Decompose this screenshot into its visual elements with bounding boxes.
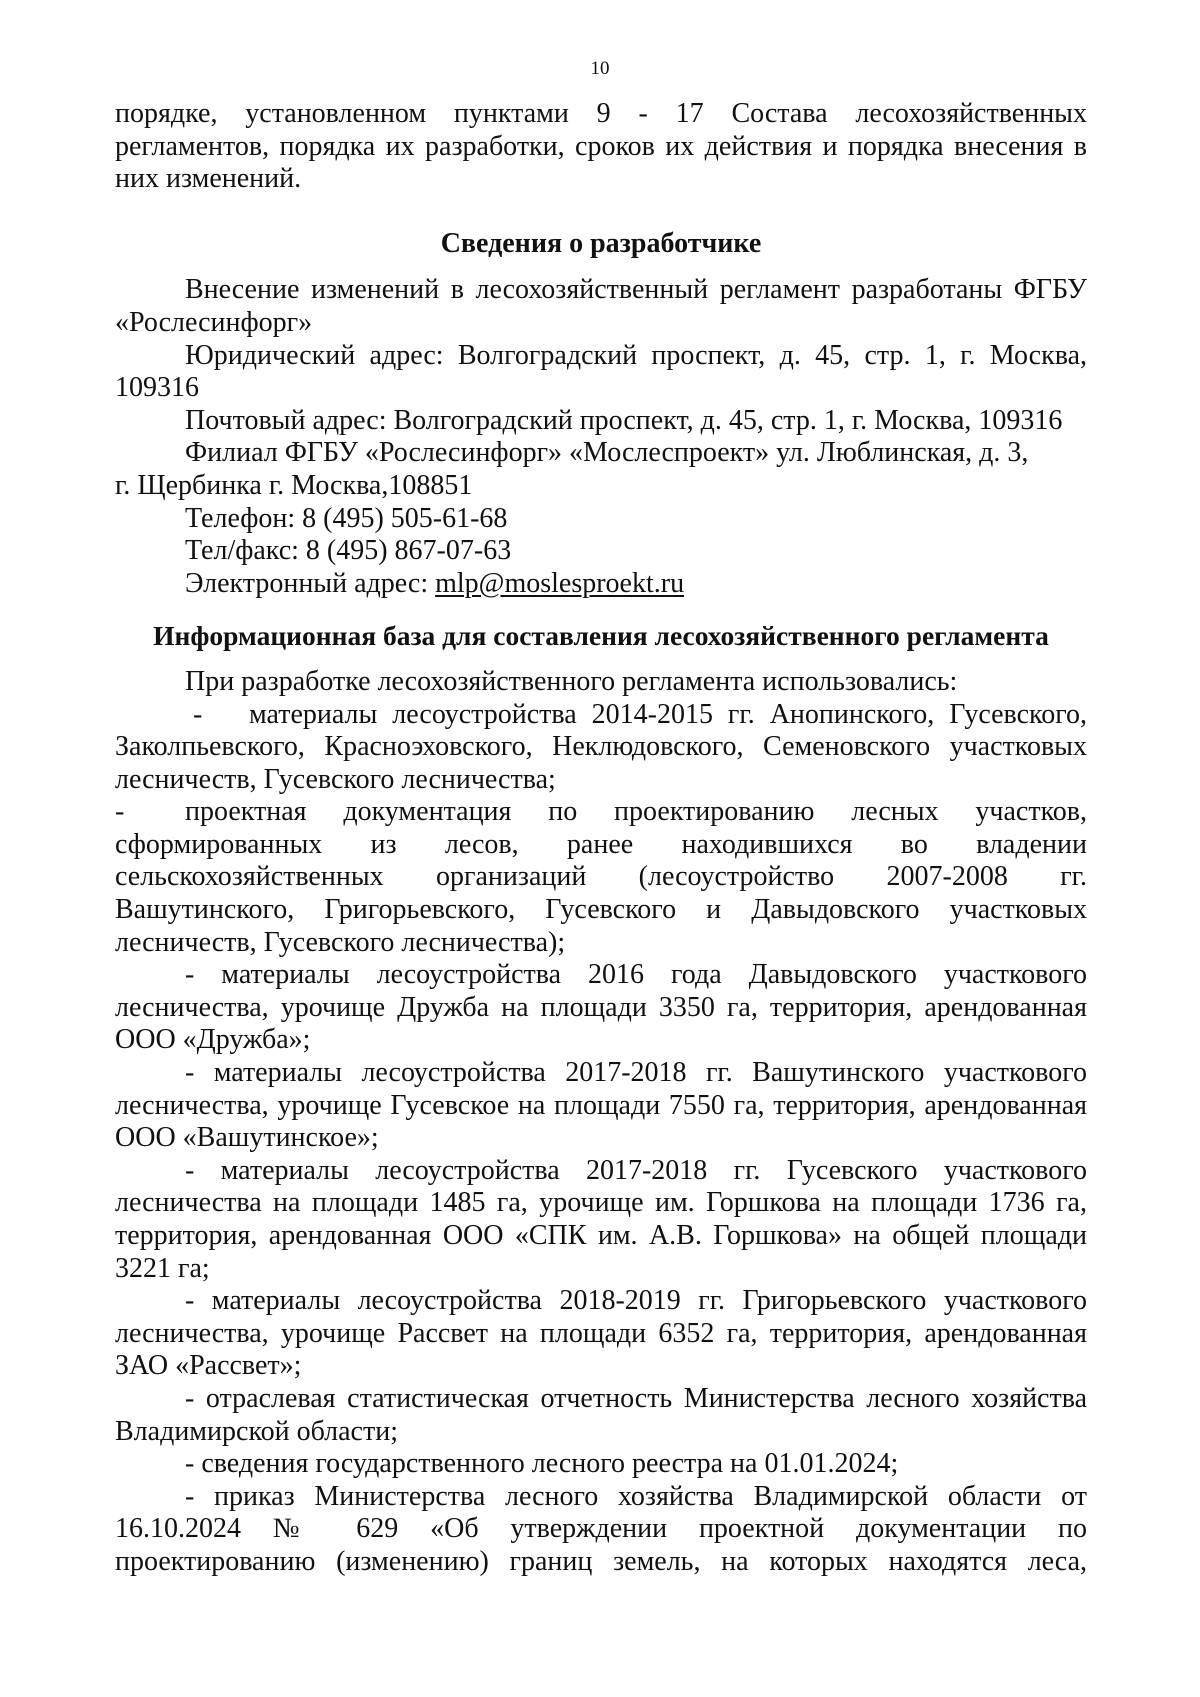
list-item: - сведения государственного лесного реестра на 01.01.2024; <box>185 1448 899 1480</box>
info-base-heading: Информационная база для составления лесохозяйственного регламента <box>153 620 1049 652</box>
intro-paragraph: порядке, установленном пунктами 9 - 17 Состава лесохозяйственных регламентов, порядка их разработки, сроков их действия и порядка внесения в них изменений. <box>115 98 1087 195</box>
list-item: - материалы лесоустройства 2017-2018 гг. Гусевского участкового лесничества на площади 1485 га, урочище им. Горшкова на площади 1736 га, территория, арендованная ООО «СПК им. А.В. Горшкова» на общей площади 3221 га; <box>115 1154 1087 1284</box>
phone-number: Телефон: 8 (495) 505-61-68 <box>185 502 508 534</box>
list-dash: - <box>115 796 125 828</box>
list-item: - материалы лесоустройства 2017-2018 гг. Вашутинского участкового лесничества, урочище Гусевское на площади 7550 га, территория, арендованная ООО «Вашутинское»; <box>115 1057 1087 1154</box>
branch-address-line-2: г. Щербинка г. Москва,108851 <box>115 469 473 501</box>
list-item: - приказ Министерства лесного хозяйства Владимирской области от 16.10.2024 № 629 «Об утверждении проектной документации по проектированию (изменению) границ земель, на которых находятся леса, <box>115 1480 1087 1577</box>
fax-number: Тел/факс: 8 (495) 867-07-63 <box>185 535 512 567</box>
page-number: 10 <box>590 58 610 79</box>
postal-address: Почтовый адрес: Волгоградский проспект, д. 45, стр. 1, г. Москва, 109316 <box>185 404 1063 436</box>
developer-heading: Сведения о разработчике <box>440 227 762 259</box>
document-body <box>115 98 1087 1579</box>
info-base-lead: При разработке лесохозяйственного регламента использовались: <box>185 665 958 697</box>
list-item-text: проектная документация по проектированию лесных участков, сформированных из лесов, ранее находившихся во владении сельскохозяйственных организаций (лесоустройство 2007-2008 гг. Вашутинского, Григорьевского, Гусевского и Давыдовского участковых лесничеств, Гусевского лесничества); <box>115 796 1087 958</box>
developer-description: Внесение изменений в лесохозяйственный регламент разработаны ФГБУ «Рослесинфорг» <box>115 274 1087 338</box>
list-item-text: материалы лесоустройства 2014-2015 гг. Анопинского, Гусевского, Заколпьевского, Красноэховского, Неклюдовского, Семеновского участковых лесничеств, Гусевского лесничества; <box>115 698 1087 795</box>
list-item: - отраслевая статистическая отчетность Министерства лесного хозяйства Владимирской области; <box>115 1382 1087 1447</box>
list-item <box>115 699 1087 797</box>
list-dash: - <box>193 698 203 730</box>
email-line <box>115 568 1087 601</box>
branch-address-line-1: Филиал ФГБУ «Рослесинфорг» «Мослеспроект» ул. Люблинская, д. 3, <box>185 437 1029 469</box>
list-item: - материалы лесоустройства 2018-2019 гг. Григорьевского участкового лесничества, урочище Рассвет на площади 6352 га, территория, арендованная ЗАО «Рассвет»; <box>115 1285 1087 1382</box>
email-link[interactable]: mlp@moslesproekt.ru <box>435 567 685 599</box>
list-item: - материалы лесоустройства 2016 года Давыдовского участкового лесничества, урочище Дружба на площади 3350 га, территория, арендованная ООО «Дружба»; <box>115 959 1087 1056</box>
email-label: Электронный адрес: <box>185 567 436 599</box>
list-item <box>115 796 1087 959</box>
legal-address: Юридический адрес: Волгоградский проспект, д. 45, стр. 1, г. Москва, 109316 <box>115 339 1087 404</box>
